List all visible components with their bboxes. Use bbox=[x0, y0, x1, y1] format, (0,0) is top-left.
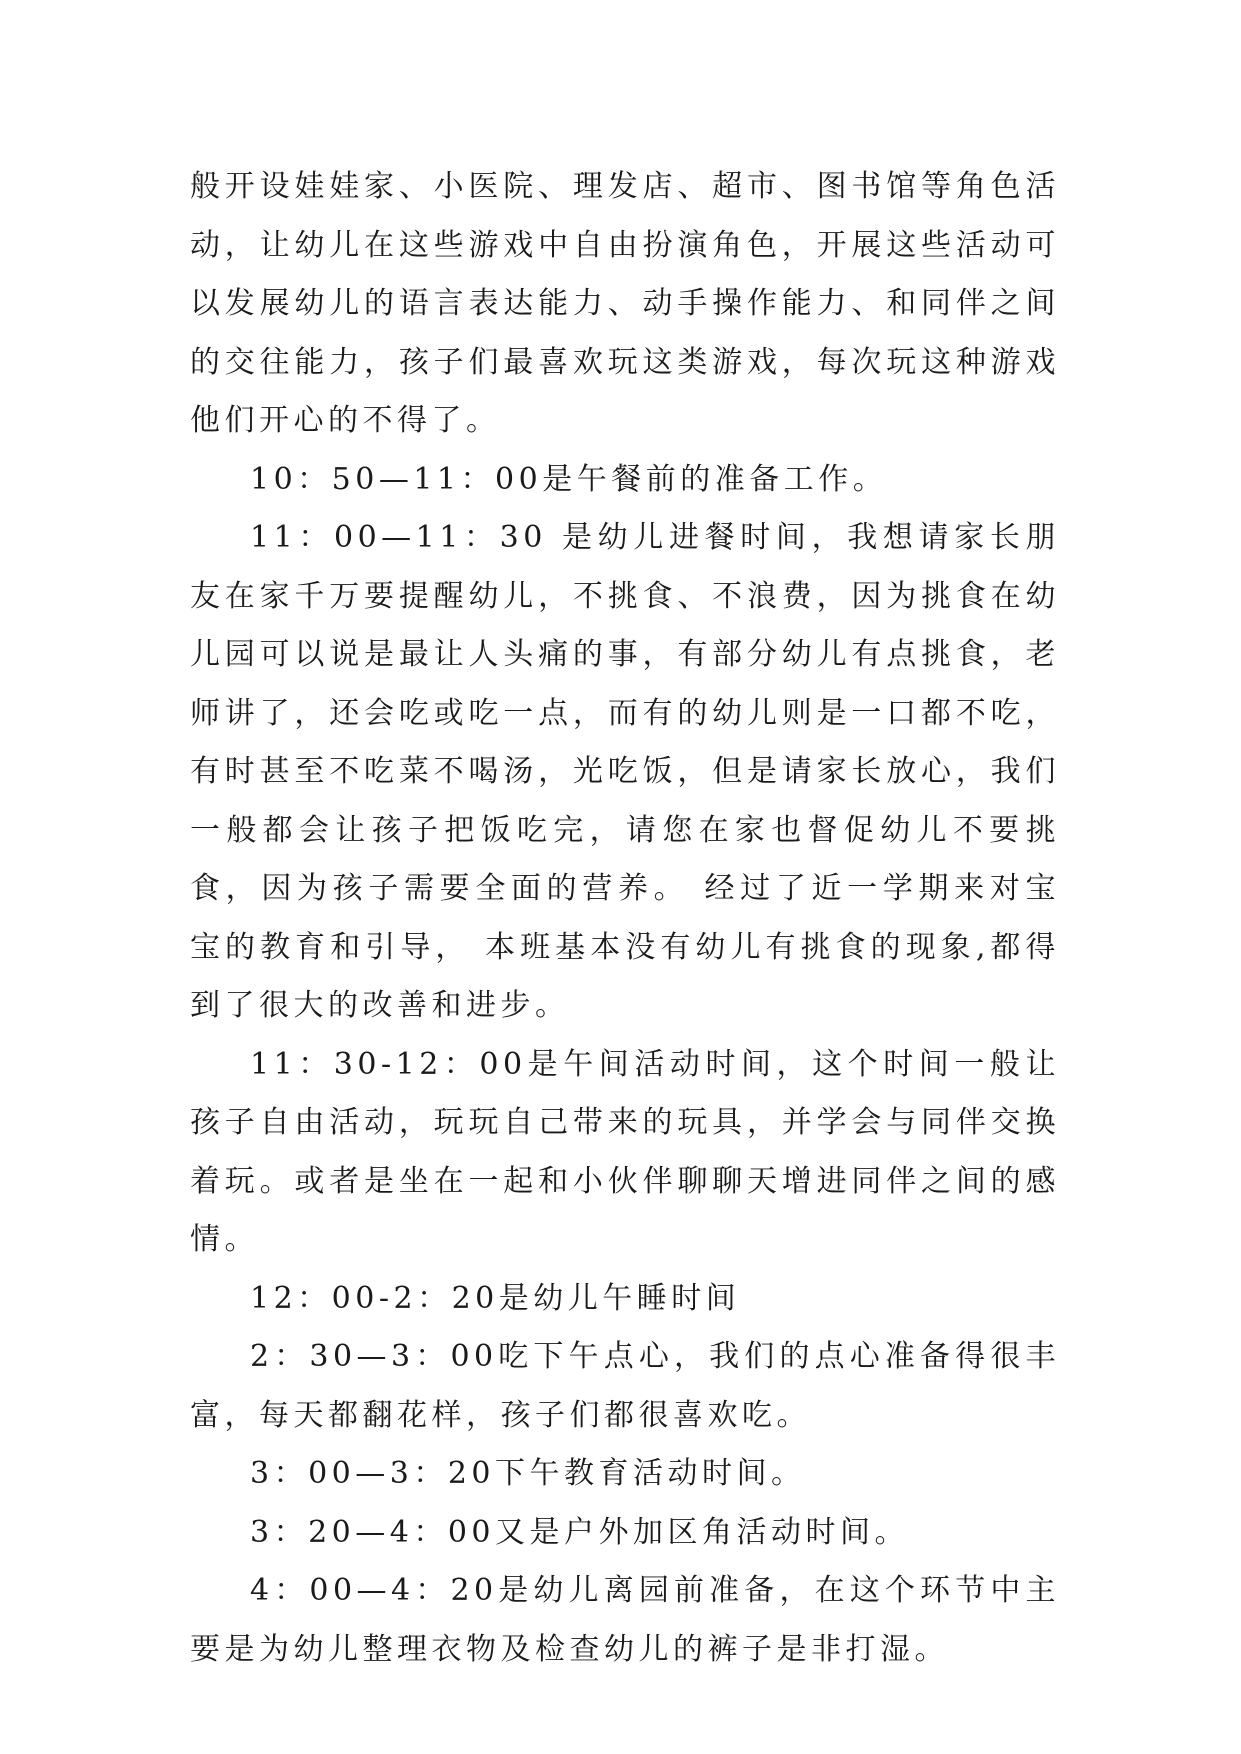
paragraph-mealtime: 11：00—11：30 是幼儿进餐时间，我想请家长朋友在家千万要提醒幼儿，不挑食、不浪费，因为挑食在幼儿园可以说是最让人头痛的事，有部分幼儿有点挑食，老师讲了，还会吃或吃一点，而有的幼儿则是一口都不吃，有时甚至不吃菜不喝汤，光吃饭，但是请家长放心，我们一般都会让孩子把饭吃完，请您在家也督促幼儿不要挑食，因为孩子需要全面的营养。 经过了近一学期来对宝宝的教育和引导， 本班基本没有幼儿有挑食的现象,都得到了很大的改善和进步。 bbox=[190, 520, 1060, 1023]
paragraph-afternoon-education: 3：00—3：20下午教育活动时间。 bbox=[250, 1456, 806, 1491]
paragraph-afternoon-snack: 2：30—3：00吃下午点心，我们的点心准备得很丰富，每天都翻花样，孩子们都很喜欢吃。 bbox=[190, 1339, 1060, 1433]
paragraph-outdoor-activity: 3：20—4：00又是户外加区角活动时间。 bbox=[250, 1514, 910, 1550]
paragraph-role-play: 般开设娃娃家、小医院、理发店、超市、图书馆等角色活动，让幼儿在这些游戏中自由扮演角色，开展这些活动可以发展幼儿的语言表达能力、动手操作能力、和同伴之间的交往能力，孩子们最喜欢玩这类游戏，每次玩这种游戏他们开心的不得了。 bbox=[190, 169, 1060, 438]
body-text bbox=[190, 158, 1060, 1679]
paragraph-departure-prep: 4：00—4：20是幼儿离园前准备，在这个环节中主要是为幼儿整理衣物及检查幼儿的裤子是非打湿。 bbox=[190, 1573, 1060, 1667]
paragraph-midday-activity: 11：30-12：00是午间活动时间，这个时间一般让孩子自由活动，玩玩自己带来的玩具，并学会与同伴交换着玩。或者是坐在一起和小伙伴聊聊天增进同伴之间的感情。 bbox=[190, 1046, 1060, 1257]
paragraph-lunch-prep: 10：50—11：00是午餐前的准备工作。 bbox=[250, 461, 888, 497]
paragraph-nap-time: 12：00-2：20是幼儿午睡时间 bbox=[250, 1280, 741, 1316]
